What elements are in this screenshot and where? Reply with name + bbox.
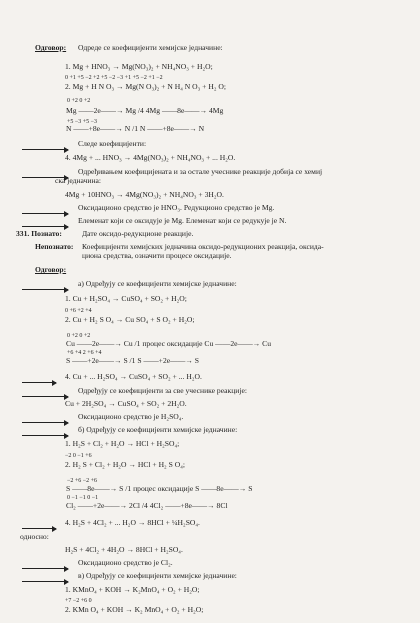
text-line: 0 −1 −1 0 −1 [67, 495, 99, 501]
text-line: 1. Cu + H₂SO₄ → CuSO₄ + SO₂ + H₂O; [65, 294, 187, 303]
arrow [22, 289, 68, 290]
text-line: S ——+2e——→ S /1 S ——+2e——→ S [66, 356, 200, 365]
text-line: в) Одређују се коефицијенти хемијске једначине: [78, 571, 237, 580]
text-line: Cl₂ ——+2e——→ 2Cl /4 4Cl₂ ——+8e——→ 8Cl [66, 501, 228, 510]
text-line: циона средства, означити процесе оксидације. [82, 251, 232, 260]
text-line: Коефицијенти хемијских једначина оксидо-редукционих реакција, оксида- [82, 242, 324, 251]
text-line: 1. Mg + HNO₃ → Mg(NO₃)₂ + NH₄NO₃ + H₂O; [65, 62, 213, 71]
text-line: 0 +1 +5 −2 +2 +5 −2 −3 +1 +5 −2 +1 −2 [65, 75, 163, 81]
text-line: 4Mg + 10HNO₃ → 4Mg(NO₃)₂ + NH₄NO₃ + 3H₂O. [65, 190, 224, 199]
text-line: −2 +6 −2 +6 [67, 478, 98, 484]
text-line: 4. H₂S + 4Cl₂ + ... H₂O → 8HCl + ¼H₂SO₄. [65, 518, 200, 527]
text-line: 0 +2 0 +2 [67, 98, 91, 104]
arrow [22, 568, 68, 569]
text-line: Оксидационо средство је Cl₂. [78, 558, 173, 567]
text-line: б) Одређују се коефицијенти хемијске једначине: [78, 425, 238, 434]
text-line: 2. Cu + H₂ S O₄ → Cu SO₄ + S O₂ + H₂O; [65, 315, 195, 324]
text-line: 331. Познато: [16, 229, 62, 238]
text-line: −2 0 −1 +6 [65, 453, 92, 459]
text-line: +7 −2 +6 0 [65, 598, 92, 604]
text-line: Одређују се коефицијенти за све учеснике реакције: [78, 386, 247, 395]
text-line: 0 +2 0 +2 [67, 333, 91, 339]
text-line: N ——+8e——→ N /1 N ——+8e——→ N [66, 124, 205, 133]
text-line: ска једначина: [55, 176, 102, 185]
arrow [22, 528, 56, 529]
arrow [22, 226, 68, 227]
text-line: +6 +4 2 +6 +4 [67, 350, 102, 356]
text-line: 2. KMn O₄ + KOH → K₂ MnO₄ + O₂ + H₂O; [65, 605, 204, 614]
text-line: S ——8e——→ S /1 процес оксидације S ——8e——→ S [66, 484, 253, 493]
text-line: Непознато: [35, 242, 74, 251]
text-line: H₂S + 4Cl₂ + 4H₂O → 8HCl + H₂SO₄. [65, 545, 183, 554]
arrow [22, 581, 68, 582]
text-line: Оксидационо средство је H₂SO₄. [78, 412, 184, 421]
text-line: Дате оксидо-редукционе реакције. [82, 229, 194, 238]
arrow [22, 149, 68, 150]
arrow [22, 382, 56, 383]
text-line: 4. 4Mg + ... HNO₃ → 4Mg(NO₃)₂ + NH₄NO₃ + ... H₂O. [65, 153, 236, 162]
text-line: Елеменат који се оксидује је Mg. Елеменат који се редукује је N. [78, 216, 287, 225]
text-line: Cu ——2e——→ Cu /1 процес оксидације Cu ——2e——→ Cu [66, 339, 272, 348]
arrow [22, 435, 68, 436]
text-line: 1. KMnO₄ + KOH → K₂MnO₄ + O₂ + H₂O; [65, 585, 200, 594]
text-line: Одговор: [35, 43, 67, 52]
text-line: Одговор: [35, 265, 67, 274]
text-line: Оксидационо средство је HNO₃. Редукционо средство је Mg. [78, 203, 275, 212]
text-line: 0 +6 +2 +4 [65, 308, 92, 314]
text-line: 2. Mg + H N O₃ → Mg(N O₃)₂ + N H₄ N O₃ + H₂ O; [65, 82, 226, 91]
arrow [22, 396, 68, 397]
text-line: 2. H₂ S + Cl₂ + H₂O → HCl + H₂ S O₄; [65, 460, 185, 469]
arrow [22, 213, 68, 214]
text-line: Одређивањем коефицијената и за остале учеснике реакције добија се хемиј [78, 167, 323, 176]
text-line: Следе коефицијенти: [78, 139, 147, 148]
arrow [22, 422, 68, 423]
text-line: односно: [20, 532, 49, 541]
text-line: 4. Cu + ... H₂SO₄ → CuSO₄ + SO₂ + ... H₂O. [65, 372, 202, 381]
text-line: Mg ——2e——→ Mg /4 4Mg ——8e——→ 4Mg [66, 106, 224, 115]
text-line: +5 −3 +5 −3 [67, 119, 98, 125]
text-line: а) Одређују се коефицијенти хемијске једначине: [78, 279, 237, 288]
text-line: Cu + 2H₂SO₄ → CuSO₄ + SO₂ + 2H₂O. [65, 399, 187, 408]
text-line: 1. H₂S + Cl₂ + H₂O → HCl + H₂SO₄; [65, 439, 180, 448]
text-line: Одреде се коефицијенти хемијске једначине: [78, 43, 223, 52]
